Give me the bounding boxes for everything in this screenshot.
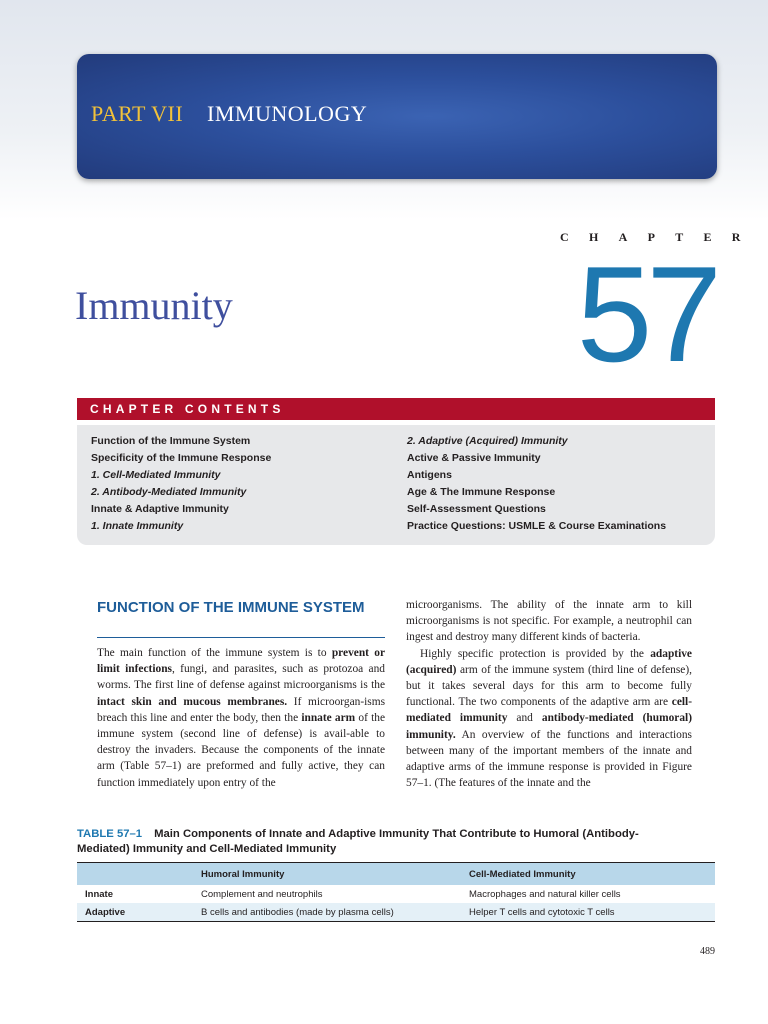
- contents-item[interactable]: Practice Questions: USMLE & Course Examinations: [407, 520, 667, 532]
- table-header-cell: [77, 863, 193, 886]
- table-header-cell: Cell-Mediated Immunity: [461, 863, 715, 886]
- contents-item[interactable]: Function of the Immune System: [91, 435, 251, 447]
- contents-item[interactable]: Innate & Adaptive Immunity: [91, 503, 229, 515]
- heading-rule: [97, 637, 385, 638]
- text-run: If microorgan-isms breach this line and enter the body, then the: [97, 695, 385, 724]
- table-number: TABLE 57–1: [77, 828, 143, 840]
- contents-item[interactable]: Age & The Immune Response: [407, 486, 556, 498]
- chapter-contents-label: CHAPTER CONTENTS: [90, 402, 285, 416]
- text-run: The main function of the immune system is to: [97, 647, 332, 659]
- paragraph: microorganisms. The ability of the innate arm to kill microorganisms is not specific. For example, a neutrophil can ingest and destroy many different kinds of bacteria.: [406, 599, 692, 644]
- table-cell: Helper T cells and cytotoxic T cells: [461, 903, 715, 922]
- immunity-table: [77, 862, 715, 922]
- contents-item[interactable]: 2. Adaptive (Acquired) Immunity: [407, 435, 568, 447]
- bold-run: intact skin and mucous membranes.: [97, 695, 288, 708]
- text-run: and: [507, 712, 542, 725]
- body-column-left: [97, 645, 385, 791]
- chapter-contents-box: [77, 425, 715, 545]
- table-cell: Macrophages and natural killer cells: [469, 888, 621, 900]
- table-row-header: Adaptive: [77, 903, 193, 922]
- chapter-title: Immunity: [75, 283, 233, 328]
- body-column-right: [406, 597, 692, 791]
- bold-run: antibody-mediated (humoral) immunity.: [406, 712, 692, 741]
- chapter-contents-bar: [77, 398, 715, 420]
- bold-run: cell-mediated immunity: [406, 696, 692, 725]
- contents-column-left: [91, 433, 271, 535]
- table-header-row: [77, 863, 715, 886]
- contents-item[interactable]: Antigens: [407, 469, 452, 481]
- table-row: [77, 903, 715, 922]
- text-run: of the immune system (second line of defense) is avail-able to destroy the invaders. Because the components of the innate arm (Table 57–1) are preformed and fully active, they can function immediately upon entry of the: [97, 711, 386, 789]
- paragraph: [406, 646, 692, 792]
- table-cell: B cells and antibodies (made by plasma cells): [193, 903, 461, 922]
- table-caption-text: Main Components of Innate and Adaptive Immunity That Contribute to Humoral (Antibody-Mediated) Immunity and Cell-Mediated Immunity: [77, 828, 639, 855]
- bold-run: innate arm: [301, 711, 356, 724]
- bold-run: adaptive (acquired): [406, 647, 692, 676]
- page-number: 489: [700, 946, 715, 957]
- part-label: PART VII: [91, 101, 184, 126]
- contents-item[interactable]: Specificity of the Immune Response: [91, 452, 272, 464]
- text-run: arm of the immune system (third line of defense), but it takes several days for this arm to become fully functional. The two components of the adaptive arm are: [406, 663, 692, 709]
- contents-item[interactable]: Self-Assessment Questions: [407, 503, 546, 515]
- bold-run: prevent or limit infections: [97, 647, 385, 676]
- chapter-word: CHAPTER: [560, 230, 761, 244]
- section-heading: FUNCTION OF THE IMMUNE SYSTEM: [97, 599, 365, 616]
- chapter-number: 57: [576, 238, 716, 390]
- table-caption: [77, 827, 677, 857]
- part-title: IMMUNOLOGY: [207, 101, 368, 126]
- text-run: , fungi, and parasites, such as protozoa and worms. The first line of defense against microorganisms is the: [97, 663, 386, 692]
- table-row: [77, 885, 715, 903]
- table-row-header: Innate: [85, 888, 113, 900]
- table-header-cell: Humoral Immunity: [193, 863, 461, 886]
- contents-column-right: [407, 433, 666, 535]
- table-cell: Complement and neutrophils: [201, 888, 323, 900]
- contents-item[interactable]: Active & Passive Immunity: [407, 452, 541, 464]
- contents-item[interactable]: 1. Innate Immunity: [91, 520, 184, 532]
- paragraph: [97, 645, 385, 791]
- text-run: Highly specific protection is provided by the: [420, 647, 651, 660]
- contents-item[interactable]: 2. Antibody-Mediated Immunity: [91, 486, 247, 498]
- text-run: An overview of the functions and interactions between many of the important members of the innate and adaptive arms of the immune response is provided in Figure 57–1. (The features of the innate and the: [406, 728, 692, 790]
- contents-item[interactable]: 1. Cell-Mediated Immunity: [91, 469, 221, 481]
